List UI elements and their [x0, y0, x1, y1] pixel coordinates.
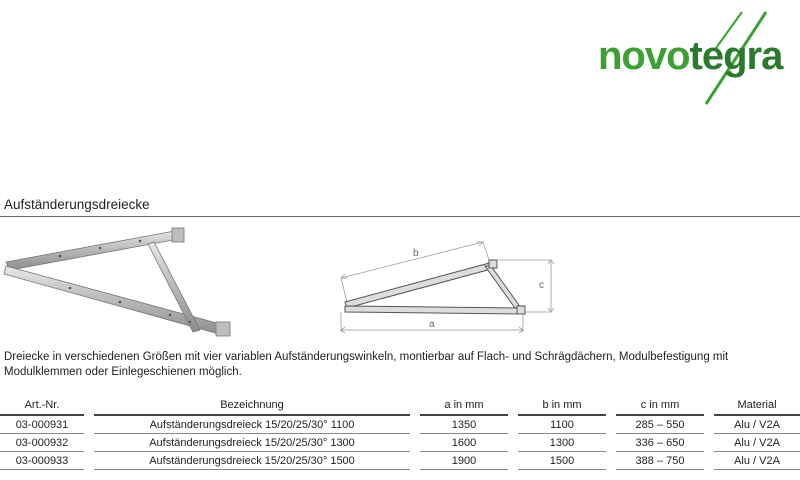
table-row — [0, 415, 800, 434]
cell-material: Alu / V2A — [714, 415, 800, 434]
cell-a: 1900 — [420, 452, 508, 470]
col-bezeichnung: Bezeichnung — [94, 396, 410, 415]
cell-material: Alu / V2A — [714, 434, 800, 452]
table-header-row — [0, 396, 800, 415]
cell-a: 1350 — [420, 415, 508, 434]
cell-b: 1100 — [518, 415, 606, 434]
cell-art-nr: 03-000932 — [0, 434, 84, 452]
dimension-a-label: a — [429, 319, 435, 330]
table-row — [0, 452, 800, 470]
logo-wordmark-part2: tegra — [689, 34, 783, 78]
section-title: Aufständerungsdreiecke — [4, 197, 150, 212]
cell-b: 1300 — [518, 434, 606, 452]
product-description: Dreiecke in verschiedenen Größen mit vier variablen Aufständerungswinkeln, montierbar auf Flach- und Schrägdächern, Modulbefestigung mit Modulklemmen oder Einlegeschienen möglich. — [4, 351, 729, 378]
logo-wordmark — [598, 36, 782, 76]
col-a: a in mm — [420, 396, 508, 415]
dimension-c-label: c — [539, 280, 544, 291]
cell-b: 1500 — [518, 452, 606, 470]
cell-art-nr: 03-000933 — [0, 452, 84, 470]
col-material: Material — [714, 396, 800, 415]
dimension-b-label: b — [413, 248, 419, 259]
logo-wordmark-part1: novo — [598, 34, 690, 78]
col-b: b in mm — [518, 396, 606, 415]
col-c: c in mm — [616, 396, 704, 415]
table-row — [0, 434, 800, 452]
product-table — [0, 396, 800, 470]
cell-bezeichnung: Aufständerungsdreieck 15/20/25/30° 1100 — [94, 415, 410, 434]
section-divider — [0, 216, 800, 217]
col-art-nr: Art.-Nr. — [0, 396, 84, 415]
product-photo — [0, 226, 240, 344]
cell-c: 388 – 750 — [616, 452, 704, 470]
technical-drawing — [333, 236, 555, 334]
cell-a: 1600 — [420, 434, 508, 452]
cell-art-nr: 03-000931 — [0, 415, 84, 434]
cell-c: 285 – 550 — [616, 415, 704, 434]
cell-material: Alu / V2A — [714, 452, 800, 470]
cell-bezeichnung: Aufständerungsdreieck 15/20/25/30° 1300 — [94, 434, 410, 452]
cell-c: 336 – 650 — [616, 434, 704, 452]
brand-logo — [598, 8, 788, 108]
cell-bezeichnung: Aufständerungsdreieck 15/20/25/30° 1500 — [94, 452, 410, 470]
